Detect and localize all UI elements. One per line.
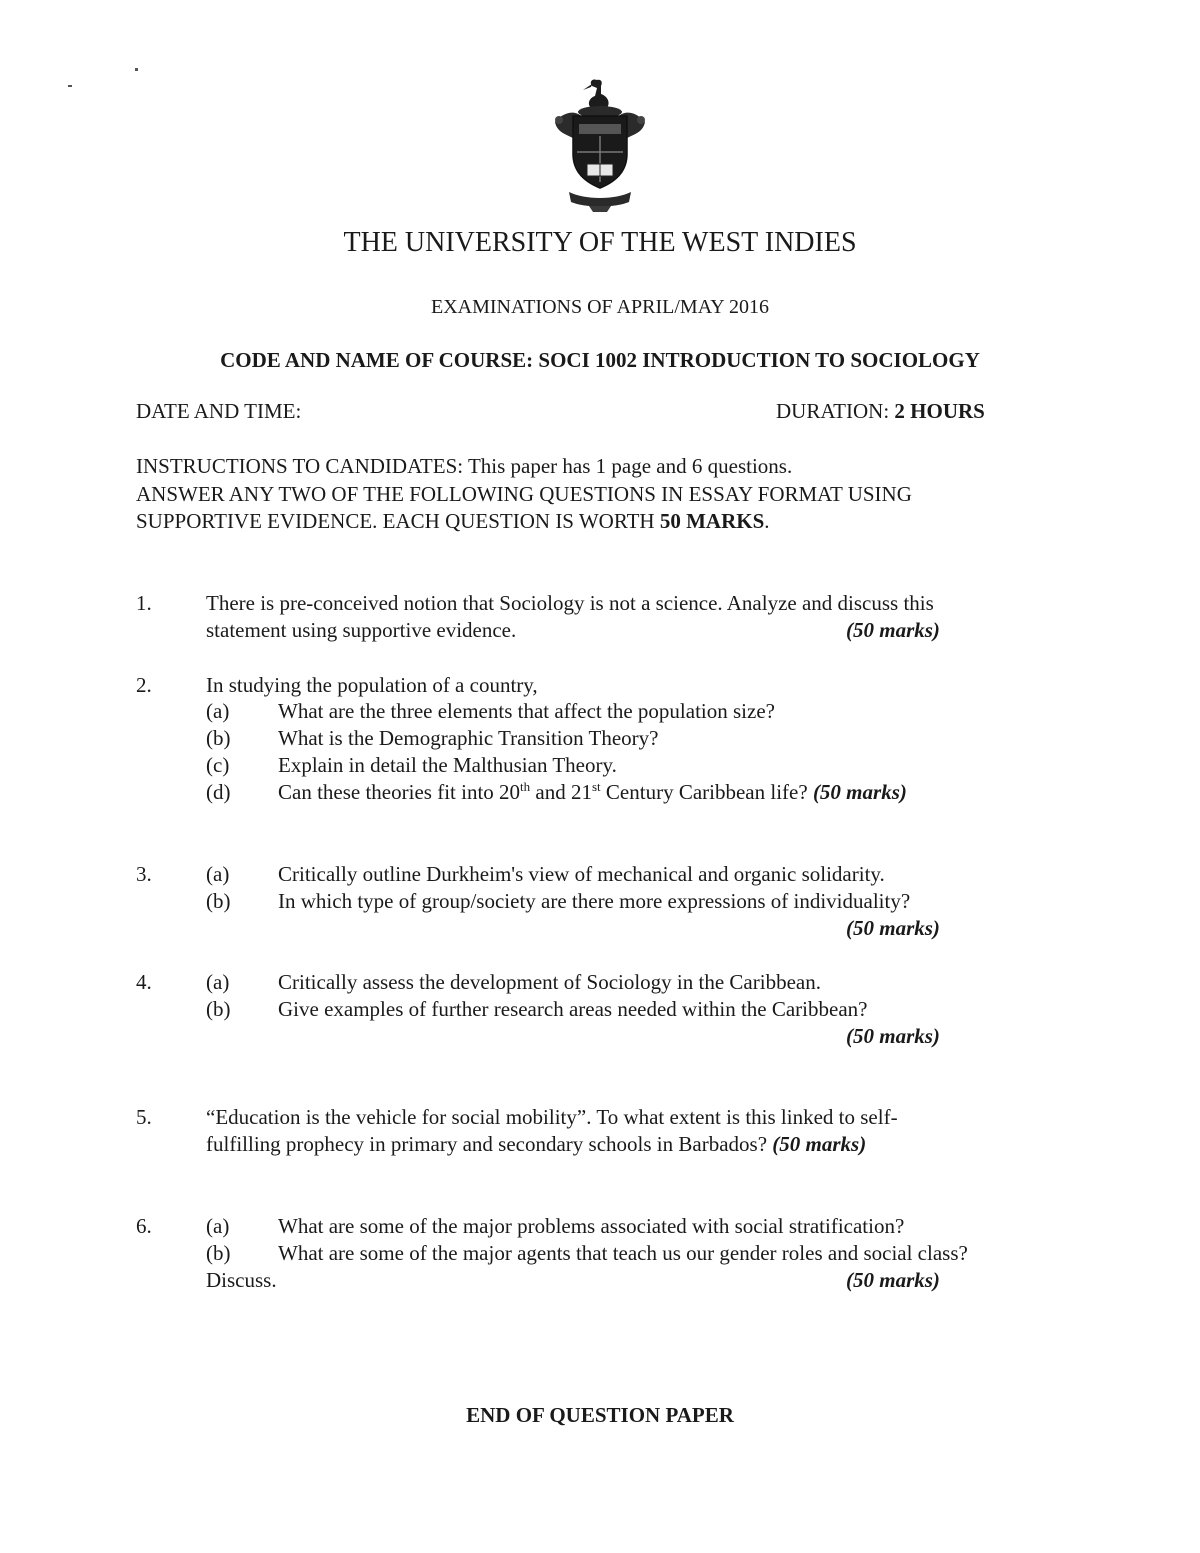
question-text: Critically assess the development of Sociology in the Caribbean. [278, 970, 821, 994]
question-marks: (50 marks) [812, 780, 907, 804]
question-text: fulfilling prophecy in primary and secondary schools in Barbados? (50 marks) [206, 1132, 867, 1156]
question-marks: (50 marks) [846, 618, 940, 642]
end-of-paper: END OF QUESTION PAPER [466, 1403, 734, 1427]
question-text: There is pre-conceived notion that Sociology is not a science. Analyze and discuss this [206, 591, 934, 615]
question-text: “Education is the vehicle for social mobility”. To what extent is this linked to self- [206, 1105, 898, 1129]
sub-label: (b) [206, 1241, 231, 1265]
question-text: Critically outline Durkheim's view of mechanical and organic solidarity. [278, 862, 885, 886]
duration-label: DURATION: [776, 399, 890, 423]
question-marks: (50 marks) [846, 916, 940, 940]
question-number: 6. [136, 1214, 152, 1238]
question-number: 1. [136, 591, 152, 615]
question-text: What are some of the major agents that teach us our gender roles and social class? [278, 1241, 968, 1265]
question-number: 5. [136, 1105, 152, 1129]
instructions-line: ANSWER ANY TWO OF THE FOLLOWING QUESTIONS IN ESSAY FORMAT USING [136, 481, 912, 506]
sub-label: (c) [206, 753, 230, 777]
date-time-label: DATE AND TIME: [136, 399, 302, 423]
question-number: 3. [136, 862, 152, 886]
sub-label: (b) [206, 726, 231, 750]
course-code-name: CODE AND NAME OF COURSE: SOCI 1002 INTRODUCTION TO SOCIOLOGY [220, 348, 980, 372]
sub-label: (d) [206, 780, 231, 804]
question-text: What are some of the major problems associated with social stratification? [278, 1214, 905, 1238]
question-text: In which type of group/society are there more expressions of individuality? [278, 889, 911, 913]
question-marks: (50 marks) [772, 1132, 867, 1156]
question-marks: (50 marks) [846, 1024, 940, 1048]
duration [776, 398, 985, 425]
sub-label: (b) [206, 889, 231, 913]
question-marks: (50 marks) [846, 1268, 940, 1292]
question-text: Can these theories fit into 20th and 21st Century Caribbean life? (50 marks) [278, 779, 907, 804]
question-text: Explain in detail the Malthusian Theory. [278, 753, 617, 777]
question-text: In studying the population of a country, [206, 673, 538, 697]
instructions-line: INSTRUCTIONS TO CANDIDATES: This paper has 1 page and 6 questions. [136, 454, 793, 478]
sub-label: (a) [206, 1214, 230, 1238]
question-text: What are the three elements that affect the population size? [278, 699, 775, 723]
question-text: statement using supportive evidence. [206, 618, 517, 642]
duration-value: 2 HOURS [894, 399, 985, 423]
question-number: 2. [136, 673, 152, 697]
instructions-line: SUPPORTIVE EVIDENCE. EACH QUESTION IS WORTH 50 MARKS. [136, 509, 770, 533]
question-text: Give examples of further research areas needed within the Caribbean? [278, 997, 868, 1021]
instructions-block [136, 453, 912, 536]
sub-label: (a) [206, 699, 230, 723]
exam-session: EXAMINATIONS OF APRIL/MAY 2016 [431, 296, 769, 318]
question-text: What is the Demographic Transition Theory? [278, 726, 659, 750]
sub-label: (a) [206, 970, 230, 994]
scan-speck [68, 85, 72, 87]
sub-label: (a) [206, 862, 230, 886]
sub-label: (b) [206, 997, 231, 1021]
scan-speck [135, 68, 138, 71]
university-title: THE UNIVERSITY OF THE WEST INDIES [343, 227, 857, 258]
university-crest-logo [545, 72, 655, 217]
question-number: 4. [136, 970, 152, 994]
question-text: Discuss. [206, 1268, 277, 1292]
